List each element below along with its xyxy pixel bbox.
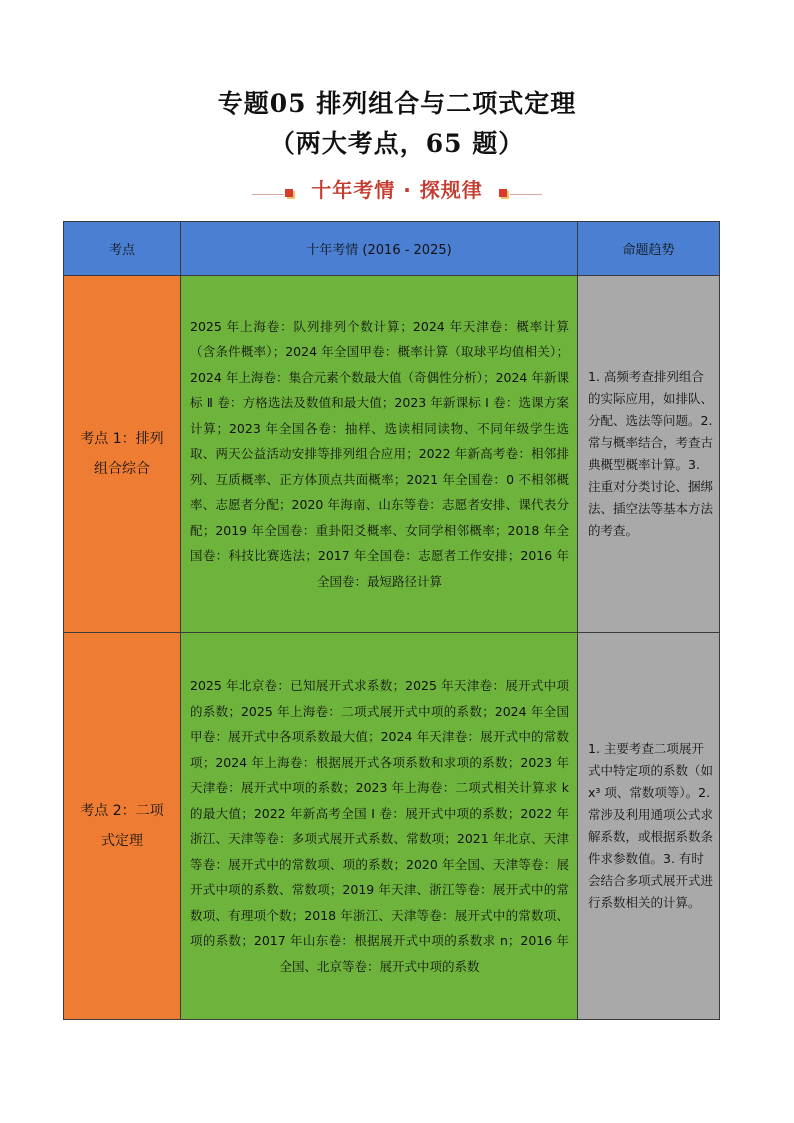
topic-cell: 考点 2：二项式定理 <box>64 633 181 1020</box>
header-topic: 考点 <box>64 222 181 276</box>
topic-cell: 考点 1：排列组合综合 <box>64 276 181 633</box>
banner-line-left <box>252 194 284 195</box>
header-trend: 命题趋势 <box>578 222 720 276</box>
exam-analysis-table <box>63 221 720 1020</box>
section-banner <box>0 172 794 202</box>
trend-cell <box>578 633 720 1020</box>
page-title: 专题05 排列组合与二项式定理 <box>217 89 577 118</box>
table-header-row <box>64 222 720 276</box>
banner-square-right-icon <box>499 189 507 197</box>
trend-text: 1. 主要考查二项展开式中特定项的系数（如 x³ 项、常数项等）。2. 常涉及利用通项公式求解系数，或根据系数条件求参数值。3. 有时会结合多项式展开式进行系数相关的计算。 <box>588 741 714 910</box>
history-cell: 2025 年北京卷：已知展开式求系数；2025 年天津卷：展开式中项的系数；2025 年上海卷：二项式展开式中项的系数；2024 年全国甲卷：展开式中各项系数最大值；2024 年天津卷：展开式中的常数项；2024 年上海卷：根据展开式各项系数和求项的系数；2023 年天津卷：展开式中项的系数；2023 年上海卷：二项式相关计算求 k 的最大值；2022 年新高考全国 Ⅰ 卷：展开式中项的系数；2022 年浙江、天津等卷：多项式展开式系数、常数项；2021 年北京、天津等卷：展开式中的常数项、项的系数；2020 年全国、天津等卷：展开式中项的系数、常数项；2019 年天津、浙江等卷：展开式中的常数项、有理项个数；2018 年浙江、天津等卷：展开式中的常数项、项的系数；2017 年山东卷：根据展开式中项的系数求 n；2016 年全国、北京等卷：展开式中项的系数 <box>181 633 578 1020</box>
banner-text: 十年考情 · 探规律 <box>311 178 483 202</box>
table-row <box>64 276 720 633</box>
header-history: 十年考情 (2016 - 2025) <box>181 222 578 276</box>
history-cell: 2025 年上海卷：队列排列个数计算；2024 年天津卷：概率计算（含条件概率）；2024 年全国甲卷：概率计算（取球平均值相关）；2024 年上海卷：集合元素个数最大值（奇偶性分析）；2024 年新课标 Ⅱ 卷：方格选法及数值和最大值；2023 年新课标 Ⅰ 卷：选课方案计算；2023 年全国各卷：抽样、选读相同读物、不同年级学生选取、两天公益活动安排等排列组合应用；2022 年新高考卷：相邻排列、互质概率、正方体顶点共面概率；2021 年全国卷：0 不相邻概率、志愿者分配；2020 年海南、山东等卷：志愿者安排、课代表分配；2019 年全国卷：重卦阳爻概率、女同学相邻概率；2018 年全国卷：科技比赛选法；2017 年全国卷：志愿者工作安排；2016 年全国卷：最短路径计算 <box>181 276 578 633</box>
trend-text: 1. 高频考查排列组合的实际应用，如排队、分配、选法等问题。2. 常与概率结合，考查古典概型概率计算。3. 注重对分类讨论、捆绑法、插空法等基本方法的考查。 <box>588 369 714 538</box>
page-subtitle: （两大考点，65 题） <box>269 129 525 158</box>
table-row <box>64 633 720 1020</box>
trend-cell <box>578 276 720 633</box>
banner-square-left-icon <box>285 189 293 197</box>
banner-line-right <box>510 194 542 195</box>
